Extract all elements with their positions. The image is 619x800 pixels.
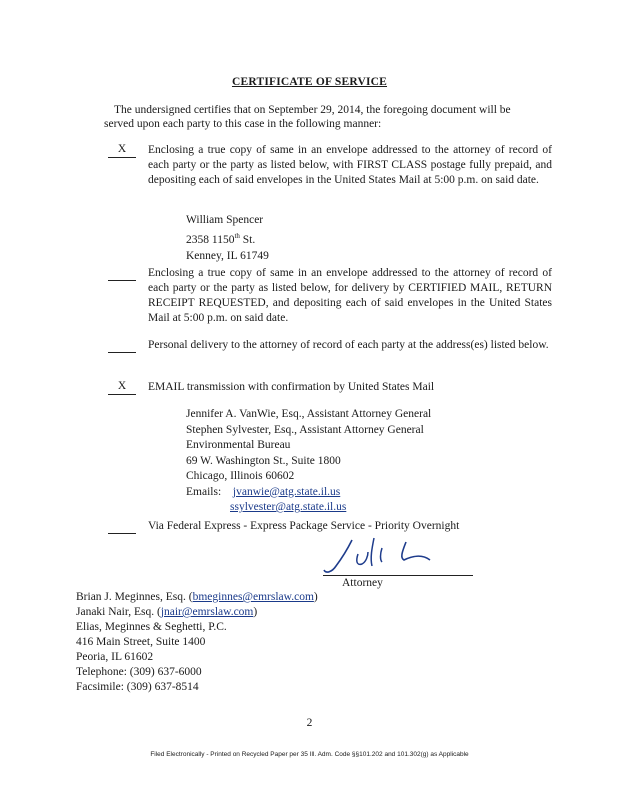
emails-label: Emails: [186, 485, 222, 498]
email-link-1[interactable]: jvanwie@atg.state.il.us [232, 485, 341, 498]
document-title: CERTIFICATE OF SERVICE [231, 76, 388, 88]
intro-line-1: The undersigned certifies that on September 29, 2014, the foregoing document will be [114, 104, 511, 116]
firm-block [76, 590, 318, 695]
firm-line-7: Facsimile: (309) 637-8514 [76, 681, 199, 693]
recipient-1-address [186, 212, 269, 264]
method-5-mark [108, 519, 136, 534]
intro-line-2: served upon each party to this case in the following manner: [104, 118, 382, 130]
method-1-text: Enclosing a true copy of same in an envelope addressed to the attorney of record of each party or the party as listed below, with FIRST CLASS postage fully prepaid, and depositing each of said envelopes in the United States Mail at 5:00 p.m. on said date. [148, 144, 552, 186]
recipient-2-line-3: Environmental Bureau [186, 439, 291, 451]
signature-line [323, 575, 473, 576]
firm-line-3: Elias, Meginnes & Seghetti, P.C. [76, 621, 227, 633]
recipient-1-city: Kenney, IL 61749 [186, 249, 269, 262]
recipient-2-line-5: Chicago, Illinois 60602 [186, 470, 295, 482]
method-2-text: Enclosing a true copy of same in an envelope addressed to the attorney of record of each party or the party as listed below, for delivery by CERTIFIED MAIL, RETURN RECEIPT REQUESTED, and depositing each of said envelopes in the United States Mail at 5:00 p.m. on said date. [148, 267, 552, 324]
method-3-mark [108, 338, 136, 353]
footer-note: Filed Electronically - Printed on Recycled Paper per 35 Ill. Adm. Code §§101.202 and 101.302(g) as Applicable [150, 751, 469, 758]
method-1-mark: X [108, 143, 136, 158]
handwritten-signature [322, 534, 452, 578]
method-4-mark: X [108, 380, 136, 395]
method-2-mark [108, 266, 136, 281]
recipient-1-street: 2358 1150th St. [186, 232, 256, 246]
recipient-2-line-2: Stephen Sylvester, Esq., Assistant Attorney General [186, 423, 424, 436]
recipient-2-line-1: Jennifer A. VanWie, Esq., Assistant Attorney General [186, 408, 432, 420]
method-5-text: Via Federal Express - Express Package Service - Priority Overnight [148, 520, 460, 532]
page-number: 2 [306, 717, 313, 729]
firm-line-1: Brian J. Meginnes, Esq. (bmeginnes@emrslaw.com) [76, 591, 318, 603]
firm-email-1[interactable]: bmeginnes@emrslaw.com [192, 591, 314, 603]
firm-line-4: 416 Main Street, Suite 1400 [76, 636, 206, 648]
email-link-2[interactable]: ssylvester@atg.state.il.us [230, 501, 347, 513]
firm-line-2: Janaki Nair, Esq. (jnair@emrslaw.com) [76, 606, 258, 618]
recipient-2-email-2-row [186, 500, 431, 516]
method-4-text: EMAIL transmission with confirmation by United States Mail [148, 381, 435, 393]
recipient-2-line-4: 69 W. Washington St., Suite 1800 [186, 454, 341, 467]
firm-line-6: Telephone: (309) 637-6000 [76, 666, 202, 678]
method-3-text: Personal delivery to the attorney of record of each party at the address(es) listed below. [148, 339, 549, 351]
recipient-2-emails [186, 485, 431, 501]
firm-line-5: Peoria, IL 61602 [76, 651, 154, 663]
recipient-2-address [186, 407, 431, 516]
signature-caption: Attorney [342, 577, 383, 589]
recipient-1-name: William Spencer [186, 214, 264, 226]
firm-email-2[interactable]: jnair@emrslaw.com [160, 606, 254, 618]
